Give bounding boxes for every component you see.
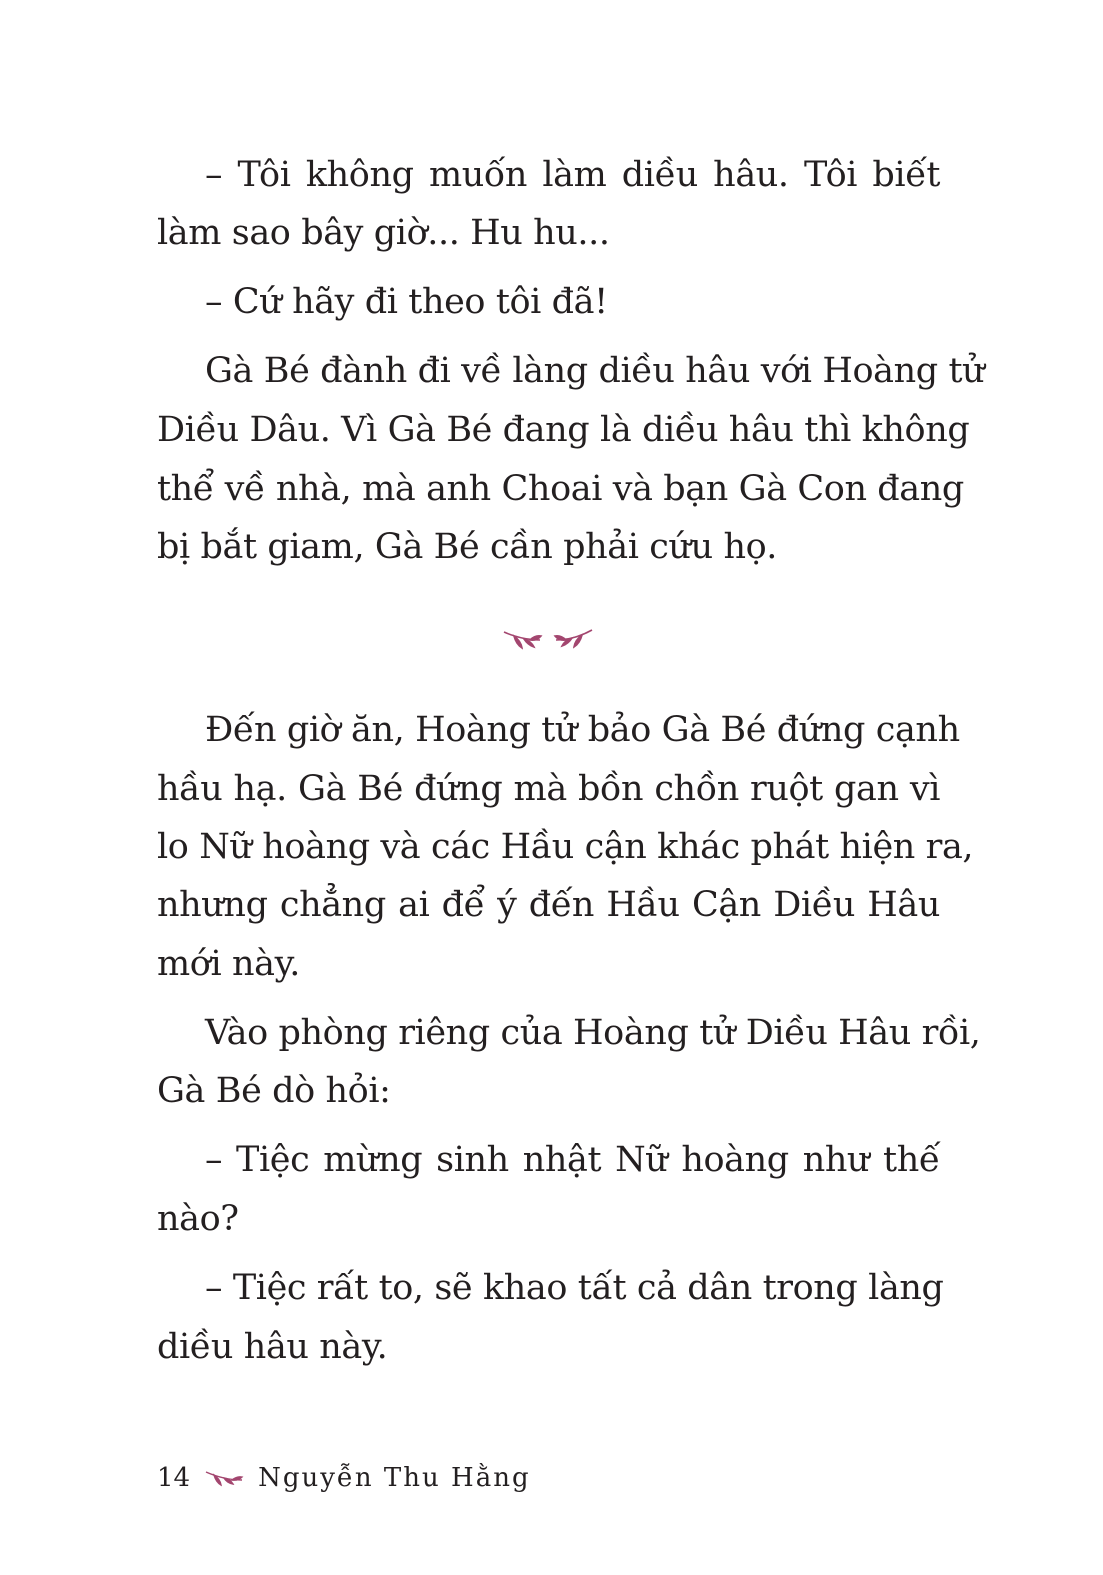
leaf-divider-icon [500,626,596,654]
text-line: Đến giờ ăn, Hoàng tử bảo Gà Bé đứng cạnh [205,710,960,750]
text-line: – Tôi không muốn làm diều hâu. Tôi biết [205,155,940,195]
leaf-sprig-icon [204,1468,244,1488]
text-line: Gà Bé đành đi về làng diều hâu với Hoàng tử [205,351,985,391]
text-line: nhưng chẳng ai để ý đến Hầu Cận Diều Hâu [157,885,940,925]
text-line: làm sao bây giờ... Hu hu... [157,213,610,253]
text-line: bị bắt giam, Gà Bé cần phải cứu họ. [157,527,777,567]
page-footer [157,1460,531,1496]
text-line: – Cứ hãy đi theo tôi đã! [205,282,608,322]
text-line: Gà Bé dò hỏi: [157,1071,391,1111]
text-line: lo Nữ hoàng và các Hầu cận khác phát hiện ra, [157,827,974,867]
text-line: thể về nhà, mà anh Choai và bạn Gà Con đang [157,469,964,509]
text-line: nào? [157,1199,239,1239]
text-line: hầu hạ. Gà Bé đứng mà bồn chồn ruột gan vì [157,769,940,809]
text-line: – Tiệc rất to, sẽ khao tất cả dân trong làng [205,1268,944,1308]
text-line: mới này. [157,944,301,984]
author-name: Nguyễn Thu Hằng [258,1463,531,1493]
page-number: 14 [157,1463,191,1493]
text-line: Vào phòng riêng của Hoàng tử Diều Hâu rồi, [205,1013,981,1053]
text-line: Diều Dâu. Vì Gà Bé đang là diều hâu thì không [157,410,970,450]
text-line: diều hâu này. [157,1327,388,1367]
text-line: – Tiệc mừng sinh nhật Nữ hoàng như thế [205,1140,940,1180]
